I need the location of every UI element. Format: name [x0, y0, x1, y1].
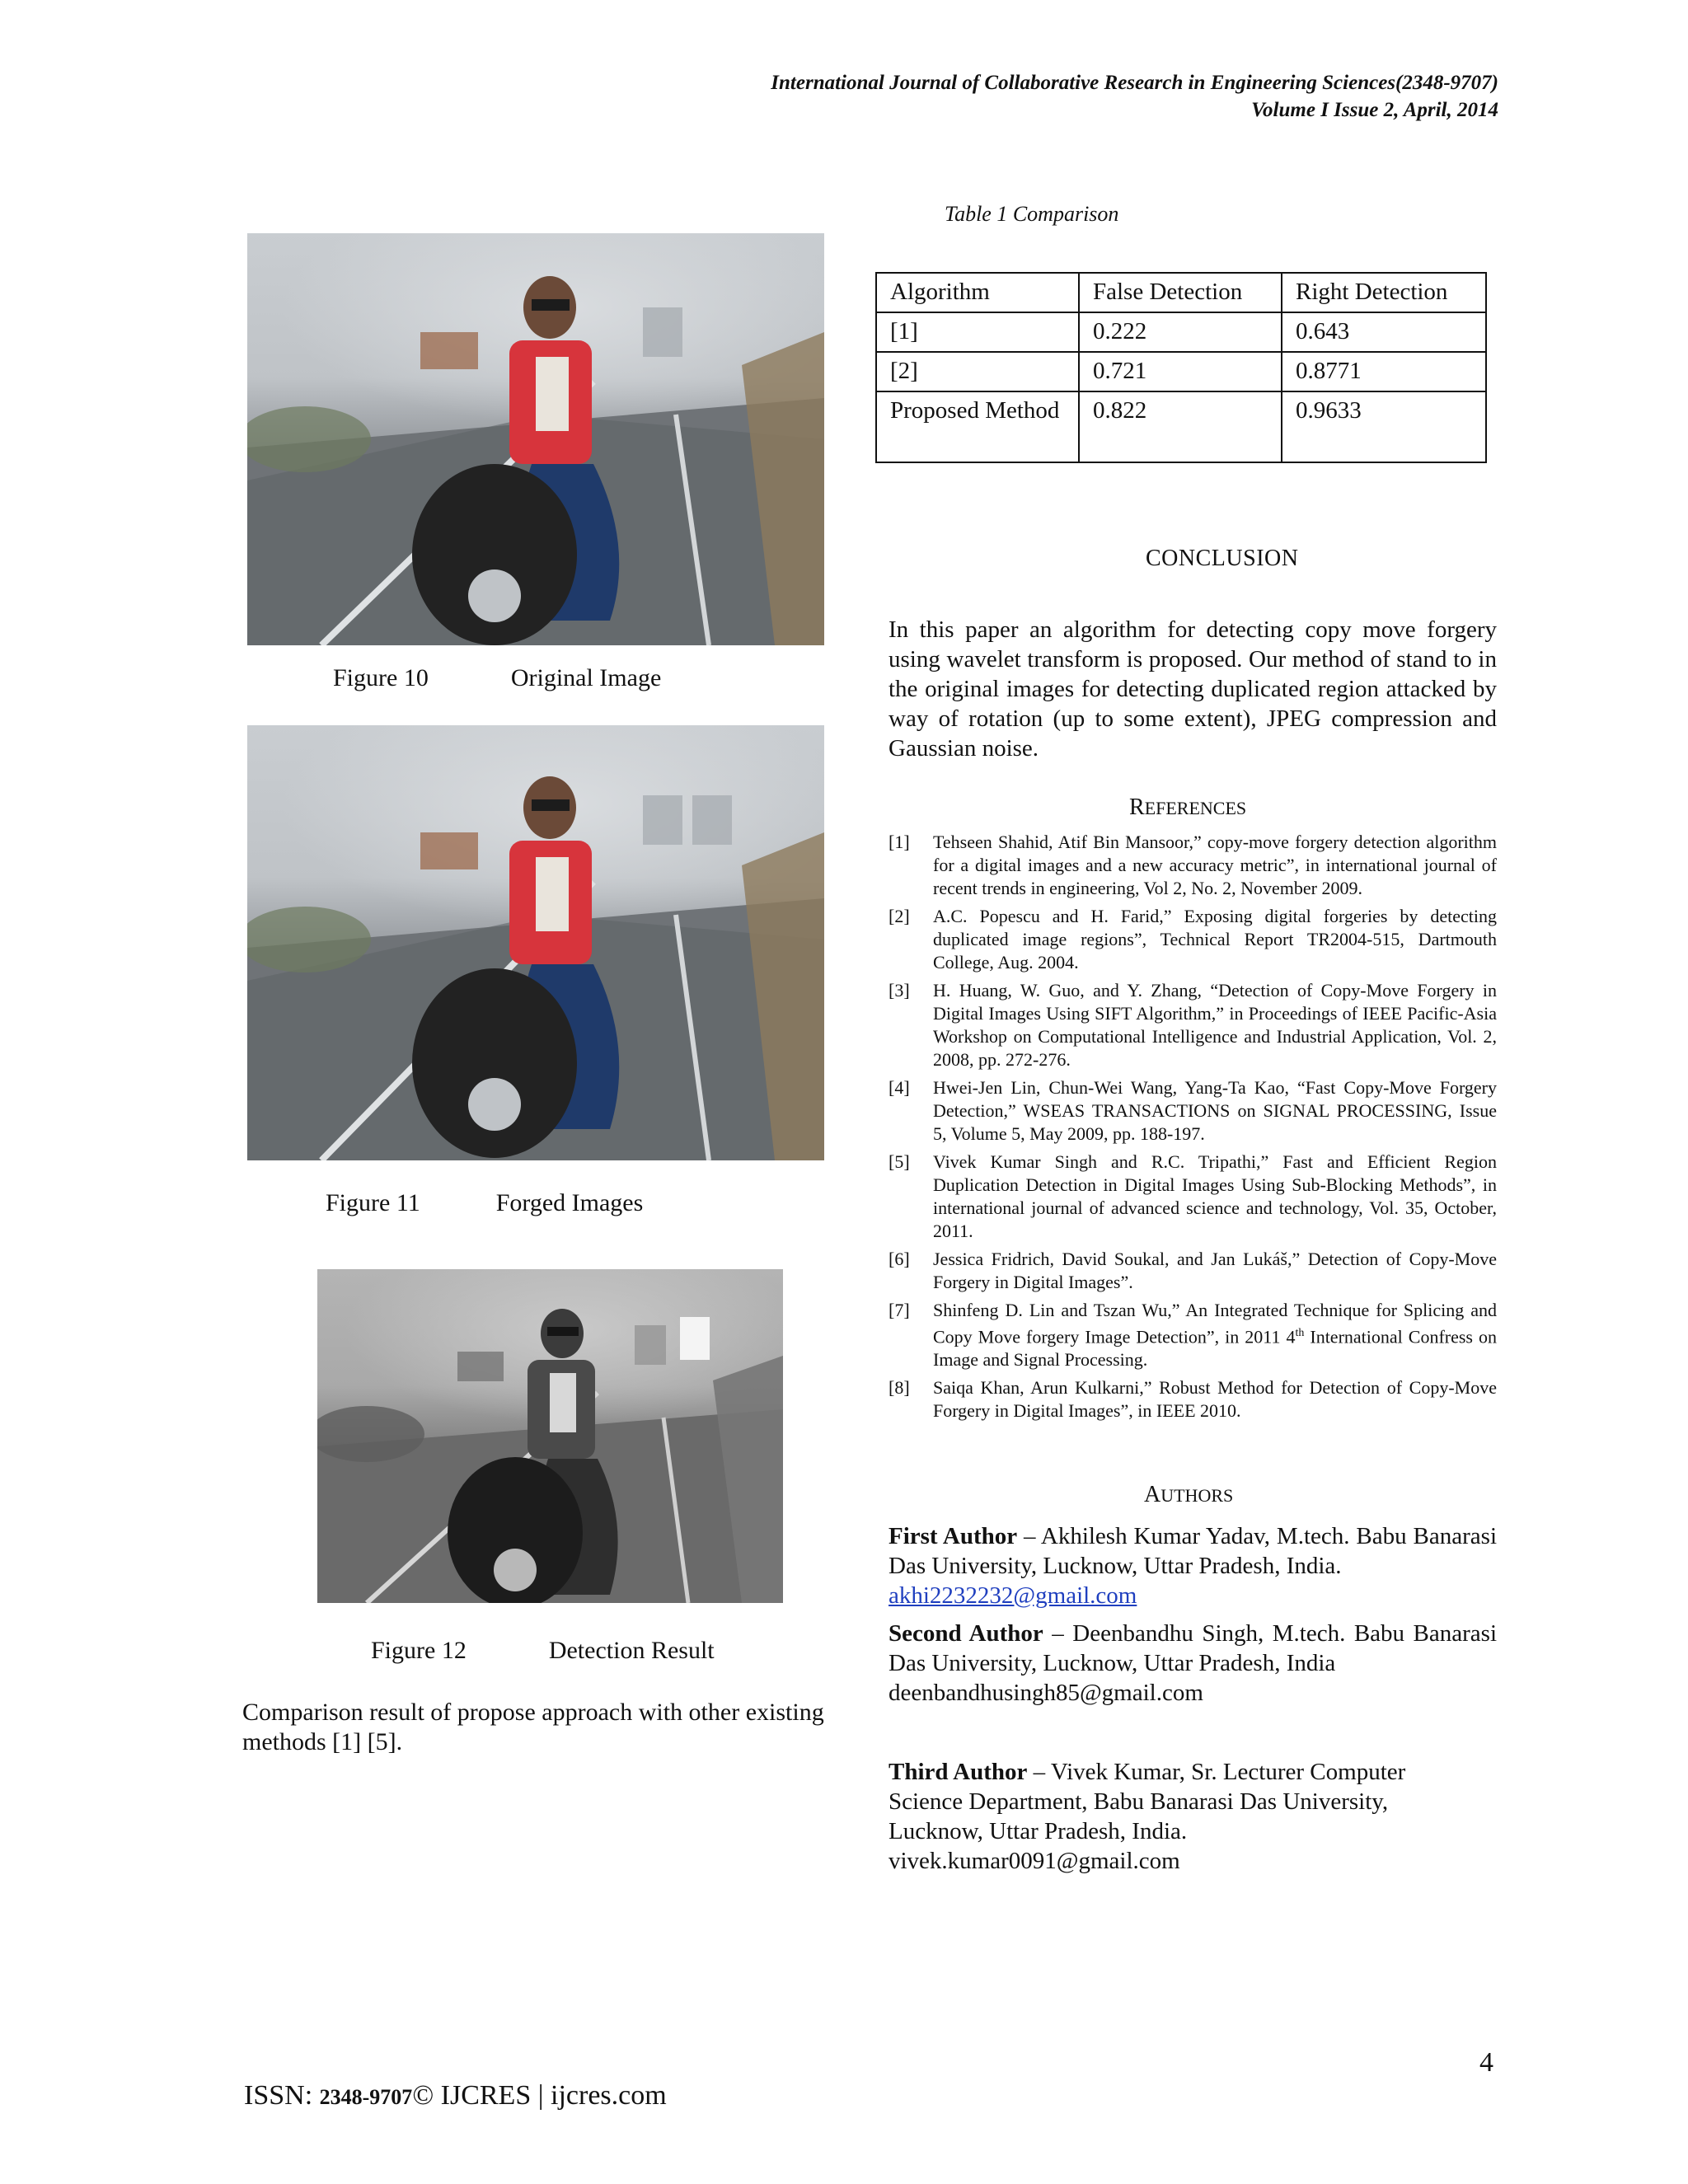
reference-text: Tehseen Shahid, Atif Bin Mansoor,” copy-move forgery detection algorithm for a digital images and a new accuracy metric”, in international journal of recent trends in engineering, Vol 2, No. 2, November 2009.	[933, 832, 1497, 898]
reference-item	[889, 1151, 1497, 1243]
reference-number: [4]	[889, 1077, 910, 1098]
comparison-table	[875, 272, 1487, 463]
heading-initial: A	[1144, 1482, 1161, 1507]
authors-heading	[1144, 1482, 1233, 1508]
table-header-cell: Right Detection	[1282, 273, 1486, 312]
reference-number: [2]	[889, 906, 910, 926]
heading-rest: UTHORS	[1160, 1485, 1234, 1506]
reference-item	[889, 1299, 1497, 1371]
journal-volume: Volume I Issue 2, April, 2014	[1251, 99, 1498, 121]
table-header-row	[876, 273, 1486, 312]
table-cell: 0.822	[1079, 391, 1282, 462]
author-email: vivek.kumar0091@gmail.com	[889, 1848, 1180, 1874]
table-cell: [2]	[876, 352, 1079, 391]
table-cell: 0.643	[1282, 312, 1486, 352]
journal-title: International Journal of Collaborative Research in Engineering Sciences(2348-9707)	[771, 72, 1498, 94]
table-cell: 0.222	[1079, 312, 1282, 352]
figure-10-caption	[333, 664, 661, 692]
issn-label: ISSN:	[244, 2080, 320, 2111]
reference-text: Jessica Fridrich, David Soukal, and Jan Lukáš,” Detection of Copy-Move Forgery in Digital Images”.	[933, 1249, 1497, 1292]
author-details: Deenbandhu Singh, M.tech. Babu Banarasi Das University, Lucknow, Uttar Pradesh, India	[889, 1620, 1497, 1676]
third-author	[889, 1757, 1497, 1876]
issn-number: 2348-9707	[319, 2085, 413, 2109]
reference-item	[889, 1376, 1497, 1422]
author-separator: –	[1043, 1620, 1073, 1647]
figure-number: Figure 10	[333, 664, 429, 691]
second-author	[889, 1619, 1497, 1708]
figure-number: Figure 12	[371, 1637, 467, 1664]
references-heading	[1129, 794, 1246, 821]
table-header-cell: Algorithm	[876, 273, 1079, 312]
reference-number: [6]	[889, 1249, 910, 1269]
table-row	[876, 352, 1486, 391]
reference-item	[889, 979, 1497, 1071]
footer	[244, 2080, 667, 2111]
reference-text: Hwei-Jen Lin, Chun-Wei Wang, Yang-Ta Kao, “Fast Copy-Move Forgery Detection,” WSEAS TRANSACTIONS on SIGNAL PROCESSING, Issue 5, Volume 5, May 2009, pp. 188-197.	[933, 1077, 1497, 1144]
first-author	[889, 1521, 1497, 1610]
reference-number: [5]	[889, 1151, 910, 1172]
table-row	[876, 391, 1486, 462]
reference-number: [8]	[889, 1377, 910, 1399]
reference-text	[933, 1299, 1497, 1371]
table-header-cell: False Detection	[1079, 273, 1282, 312]
author-label: First Author	[889, 1523, 1018, 1549]
reference-text-part: International Confress on Image and Signal Processing.	[933, 1326, 1497, 1371]
heading-rest: EFERENCES	[1144, 798, 1247, 818]
reference-text: H. Huang, W. Guo, and Y. Zhang, “Detection of Copy-Move Forgery in Digital Images Using SIFT Algorithm,” in Proceedings of IEEE Pacific-Asia Workshop on Computational Intelligence and Industrial Application, Vol. 2, 2008, pp. 272-276.	[933, 980, 1497, 1070]
table-cell: 0.721	[1079, 352, 1282, 391]
author-details: Akhilesh Kumar Yadav, M.tech. Babu Banarasi Das University, Lucknow, Uttar Pradesh, India.	[889, 1523, 1498, 1579]
footer-site: © IJCRES | ijcres.com	[412, 2080, 667, 2111]
table-cell: 0.9633	[1282, 391, 1486, 462]
reference-text: Vivek Kumar Singh and R.C. Tripathi,” Fast and Efficient Region Duplication Detection in Digital Images Using Sub-Blocking Methods”, in international journal of advanced science and technology, Vol. 35, October, 2011.	[933, 1151, 1497, 1241]
figure-12-image	[317, 1269, 783, 1603]
reference-number: [3]	[889, 980, 910, 1001]
figure-title: Original Image	[510, 664, 662, 691]
author-label: Second Author	[889, 1620, 1043, 1647]
table-cell: Proposed Method	[876, 391, 1079, 462]
reference-item	[889, 1076, 1497, 1146]
figure-title: Detection Result	[548, 1637, 715, 1664]
table-row	[876, 312, 1486, 352]
figure-12-caption	[371, 1637, 715, 1665]
table-cell: 0.8771	[1282, 352, 1486, 391]
conclusion-heading: CONCLUSION	[1146, 546, 1299, 571]
journal-header	[771, 69, 1498, 124]
figure-title: Forged Images	[495, 1189, 644, 1216]
table-cell: [1]	[876, 312, 1079, 352]
reference-text: A.C. Popescu and H. Farid,” Exposing digital forgeries by detecting duplicated image regions”, Technical Report TR2004-515, Dartmouth College, Aug. 2004.	[933, 906, 1497, 972]
page-number: 4	[1479, 2047, 1493, 2078]
figure-11-image	[247, 725, 824, 1160]
reference-number: [1]	[889, 832, 910, 852]
author-email: deenbandhusingh85@gmail.com	[889, 1680, 1203, 1706]
author-separator: –	[1027, 1759, 1051, 1785]
heading-initial: R	[1129, 794, 1145, 820]
reference-item	[889, 1248, 1497, 1294]
conclusion-text: In this paper an algorithm for detecting copy move forgery using wavelet transform is proposed. Our method of stand to in the original images for detecting duplicated region attacked by way of rotation (up to some extent), JPEG compression and Gaussian noise.	[889, 616, 1497, 762]
references-list	[889, 831, 1497, 1427]
comparison-text: Comparison result of propose approach with other existing methods [1] [5].	[242, 1699, 824, 1755]
author-details: Science Department, Babu Banarasi Das University,	[889, 1788, 1389, 1815]
author-separator: –	[1017, 1523, 1041, 1549]
figure-11-caption	[326, 1189, 643, 1217]
reference-text-part: Shinfeng D. Lin and Tszan Wu,” An Integrated Technique for Splicing and Copy Move forgery Image Detection”, in 2011 4	[933, 1300, 1497, 1347]
reference-item	[889, 905, 1497, 974]
reference-number: [7]	[889, 1300, 910, 1320]
reference-item	[889, 831, 1497, 900]
reference-text: Saiqa Khan, Arun Kulkarni,” Robust Method for Detection of Copy-Move Forgery in Digital Images”, in IEEE 2010.	[933, 1377, 1497, 1422]
figure-number: Figure 11	[326, 1189, 420, 1216]
author-details: Vivek Kumar, Sr. Lecturer Computer	[1050, 1759, 1406, 1785]
figure-10-image	[247, 233, 824, 645]
author-label: Third Author	[889, 1759, 1028, 1785]
author-details: Lucknow, Uttar Pradesh, India.	[889, 1818, 1188, 1844]
table-caption: Table 1 Comparison	[945, 202, 1119, 226]
superscript: th	[1295, 1327, 1305, 1339]
author-email-link[interactable]: akhi2232232@gmail.com	[889, 1582, 1137, 1609]
